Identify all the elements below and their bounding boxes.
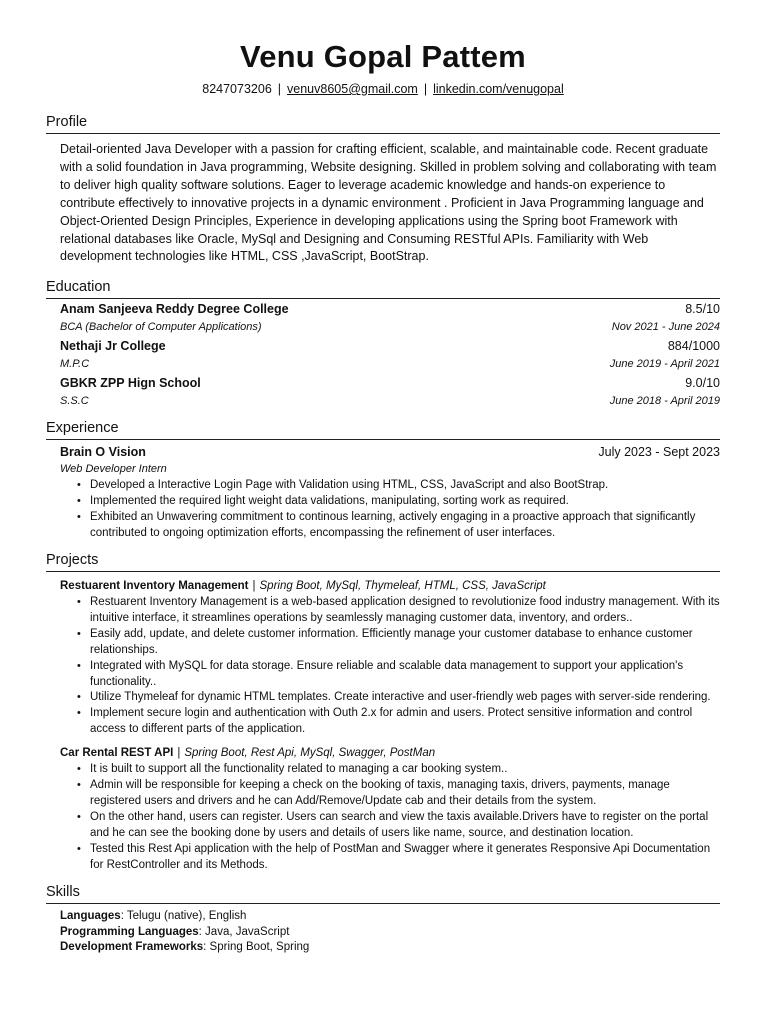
education-item [46, 338, 720, 373]
experience-dates: July 2023 - Sept 2023 [598, 445, 720, 460]
project-tech: Spring Boot, Rest Api, MySql, Swagger, PostMan [184, 747, 436, 760]
project-tech: Spring Boot, MySql, Thymeleaf, HTML, CSS, JavaScript [259, 579, 546, 592]
phone-number: 8247073206 [202, 82, 272, 96]
project-separator: | [177, 747, 181, 760]
bullet-item: • Utilize Thymeleaf for dynamic HTML templates. Create interactive and user-friendly web pages with server-side rendering. [90, 690, 720, 706]
skill-value: : Java, JavaScript [198, 925, 290, 938]
education-dates: June 2019 - April 2021 [609, 358, 720, 371]
education-dates: June 2018 - April 2019 [609, 395, 720, 408]
company-name: Brain O Vision [60, 445, 146, 460]
email-link[interactable]: venuv8605@gmail.com [287, 82, 418, 96]
bullet-item: • Integrated with MySQL for data storage. Ensure reliable and scalable data management to support your application's functionality.. [90, 659, 720, 691]
skill-label: Languages [60, 910, 121, 923]
project-header [60, 746, 720, 761]
contact-separator: | [277, 82, 282, 96]
school-name: GBKR ZPP Hign School [60, 376, 201, 391]
degree-name: S.S.C [60, 395, 89, 408]
bullet-item: • Exhibited an Unwavering commitment to continous learning, actively engaging in a proactive approach that significantly contributed to ongoing optimization efforts, encompassing the refinement of user interfaces. [90, 510, 720, 542]
resume-name: Venu Gopal Pattem [240, 39, 526, 74]
education-dates: Nov 2021 - June 2024 [611, 321, 720, 334]
contact-line [46, 81, 720, 97]
section-title-skills: Skills [46, 883, 720, 904]
bullet-item: • Easily add, update, and delete customer information. Efficiently manage your customer database to enhance customer relationships. [90, 627, 720, 659]
bullet-item: • Admin will be responsible for keeping a check on the booking of taxis, managing taxis, drivers, payments, manage registered users and drivers and he can Add/Remove/Update cab and their details from the system. [90, 778, 720, 810]
section-title-education: Education [46, 278, 720, 299]
job-role: Web Developer Intern [60, 463, 167, 476]
project-header [60, 579, 720, 594]
skill-label: Programming Languages [60, 925, 199, 938]
skill-row [60, 909, 720, 925]
section-title-profile: Profile [46, 113, 720, 134]
degree-name: M.P.C [60, 358, 90, 371]
project-bullets [46, 595, 720, 738]
skill-value: : Telugu (native), English [120, 910, 247, 923]
skills-list [60, 909, 720, 956]
bullet-item: • It is built to support all the functionality related to managing a car booking system.. [90, 762, 720, 778]
skill-value: : Spring Boot, Spring [203, 941, 310, 954]
project-name: Car Rental REST API [60, 747, 174, 760]
skill-row [60, 940, 720, 956]
project-bullets [46, 762, 720, 873]
project-separator: | [252, 579, 256, 592]
project-name: Restuarent Inventory Management [60, 579, 249, 592]
section-title-experience: Experience [46, 419, 720, 440]
school-name: Nethaji Jr College [60, 339, 166, 354]
section-title-projects: Projects [46, 551, 720, 572]
bullet-item: • Implement secure login and authentication with Outh 2.x for admin and users. Protect sensitive information and control access to different parts of the application. [90, 706, 720, 738]
bullet-item: • On the other hand, users can register. Users can search and view the taxis available.Drivers have to register on the portal and he can see the booking done by users and details of users like name, source, and destination location. [90, 810, 720, 842]
education-score: 884/1000 [667, 339, 720, 354]
education-item [46, 301, 720, 336]
bullet-item: • Developed a Interactive Login Page with Validation using HTML, CSS, JavaScript and also BootStrap. [90, 478, 720, 494]
bullet-item: • Restuarent Inventory Management is a web-based application designed to revolutionize food industry management. With its intuitive interface, it streamlines operations by seamlessly managing customer data, inventory, and orders.. [90, 595, 720, 627]
linkedin-link[interactable]: linkedin.com/venugopal [433, 82, 564, 96]
skill-row [60, 925, 720, 941]
education-item [46, 375, 720, 410]
profile-text: Detail-oriented Java Developer with a passion for crafting efficient, scalable, and maintainable code. Recent graduate with a solid foundation in Java programming, Website designing. Skilled in problem solving and collaborating with team to deliver high quality software solutions. Eager to leverage academic knowledge and hands-on experience to contribute effectively to innovative projects in a dynamic environment . Proficient in Java Programming language and Object-Oriented Design Principles, Experience in developing applications using the Spring boot Framework with relational databases like Oracle, MySql and Designing and Consuming RESTful APIs. Familiarity with Web development technologies like HTML, CSS ,JavaScript, BootStrap. [60, 142, 717, 264]
school-name: Anam Sanjeeva Reddy Degree College [60, 302, 289, 317]
bullet-item: • Implemented the required light weight data validations, manipulating, sorting work as required. [90, 494, 720, 510]
experience-header [60, 443, 720, 461]
education-score: 8.5/10 [685, 302, 720, 317]
experience-bullets [46, 478, 720, 542]
bullet-item: • Tested this Rest Api application with the help of PostMan and Swagger where it generates Responsive Api Documentation for RestController and its Methods. [90, 842, 720, 874]
contact-separator: | [423, 82, 428, 96]
skill-label: Development Frameworks [60, 941, 204, 954]
degree-name: BCA (Bachelor of Computer Applications) [60, 321, 262, 334]
education-score: 9.0/10 [685, 376, 720, 391]
